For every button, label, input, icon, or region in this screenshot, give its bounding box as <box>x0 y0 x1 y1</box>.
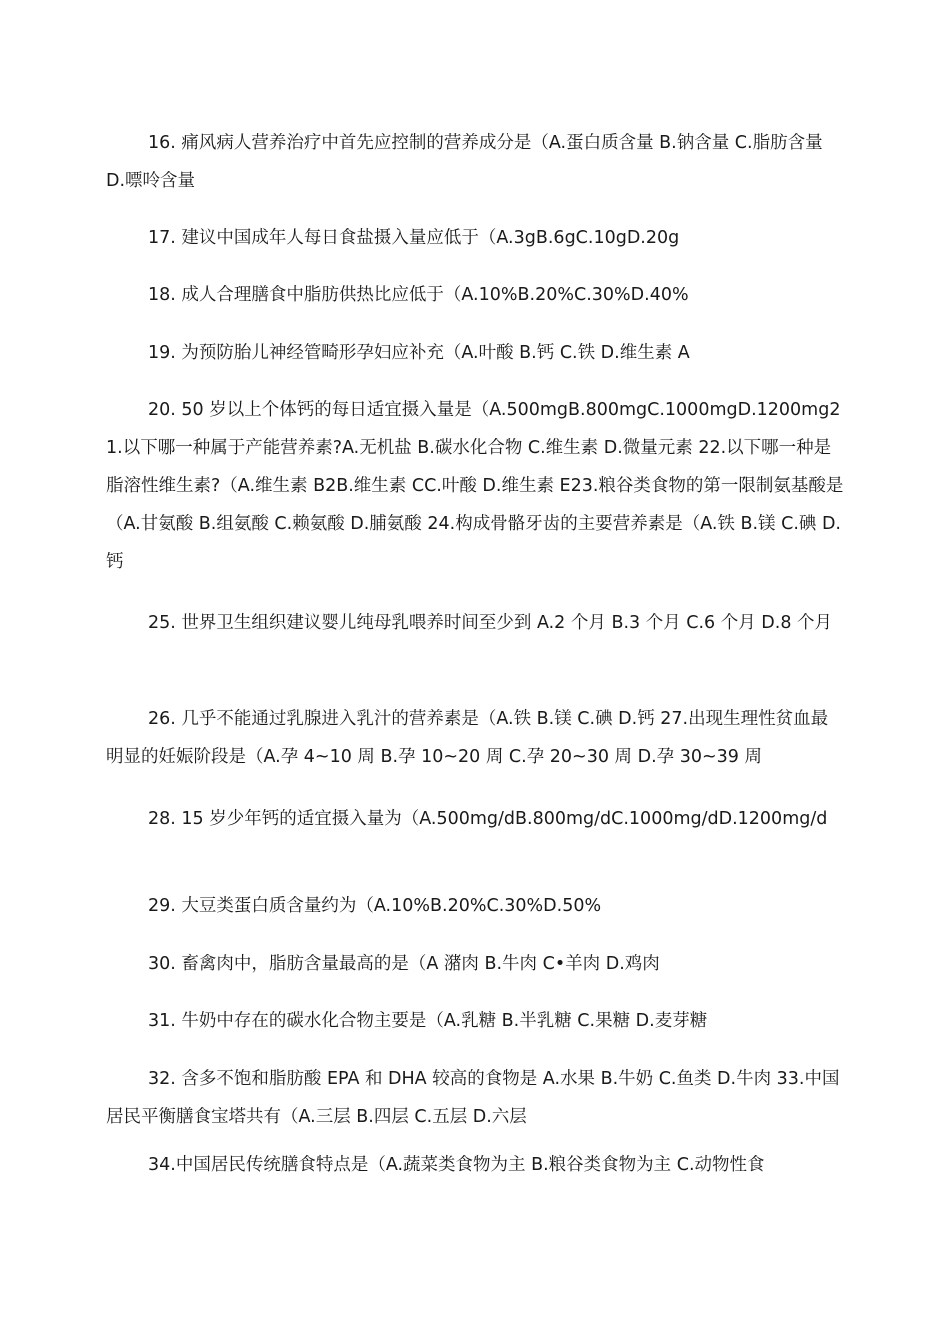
question-29: 29. 大豆类蛋白质含量约为（A.10%B.20%C.30%D.50% <box>148 896 602 916</box>
question-16: 16. 痛风病人营养治疗中首先应控制的营养成分是（A.蛋白质含量 B.钠含量 C.脂肪含量 D.嘌呤含量 <box>106 133 823 191</box>
question-25: 25. 世界卫生组织建议婴儿纯母乳喂养时间至少到 A.2 个月 B.3 个月 C.6 个月 D.8 个月 <box>148 613 833 633</box>
question-30: 30. 畜禽肉中，脂肪含量最高的是（A 潴肉 B.牛肉 C•羊肉 D.鸡肉 <box>148 954 660 974</box>
question-31: 31. 牛奶中存在的碳水化合物主要是（A.乳糖 B.半乳糖 C.果糖 D.麦芽糖 <box>148 1011 708 1031</box>
question-32-33: 32. 含多不饱和脂肪酸 EPA 和 DHA 较高的食物是 A.水果 B.牛奶 C.鱼类 D.牛肉 33.中国居民平衡膳食宝塔共有（A.三层 B.四层 C.五层 D.六层 <box>106 1069 840 1127</box>
question-20-to-24: 20. 50 岁以上个体钙的每日适宜摄入量是（A.500mgB.800mgC.1000mgD.1200mg21.以下哪一种属于产能营养素?A.无机盐 B.碳水化合物 C.维生素 D.微量元素 22.以下哪一种是脂溶性维生素?（A.维生素 B2B.维生素 CC.叶酸 D.维生素 E23.粮谷类食物的第一限制氨基酸是（A.甘氨酸 B.组氨酸 C.赖氨酸 D.脯氨酸 24.构成骨骼牙齿的主要营养素是（A.铁 B.镁 C.碘 D.钙 <box>106 400 844 572</box>
question-18: 18. 成人合理膳食中脂肪供热比应低于（A.10%B.20%C.30%D.40% <box>148 285 689 305</box>
question-28: 28. 15 岁少年钙的适宜摄入量为（A.500mg/dB.800mg/dC.1000mg/dD.1200mg/d <box>148 809 828 829</box>
question-26-27: 26. 几乎不能通过乳腺进入乳汁的营养素是（A.铁 B.镁 C.碘 D.钙 27.出现生理性贫血最明显的妊娠阶段是（A.孕 4~10 周 B.孕 10~20 周 C.孕 20~30 周 D.孕 30~39 周 <box>106 709 829 767</box>
question-19: 19. 为预防胎儿神经管畸形孕妇应补充（A.叶酸 B.钙 C.铁 D.维生素 A <box>148 343 690 363</box>
question-34: 34.中国居民传统膳食特点是（A.蔬菜类食物为主 B.粮谷类食物为主 C.动物性食 <box>148 1155 765 1175</box>
question-17: 17. 建议中国成年人每日食盐摄入量应低于（A.3gB.6gC.10gD.20g <box>148 228 680 248</box>
